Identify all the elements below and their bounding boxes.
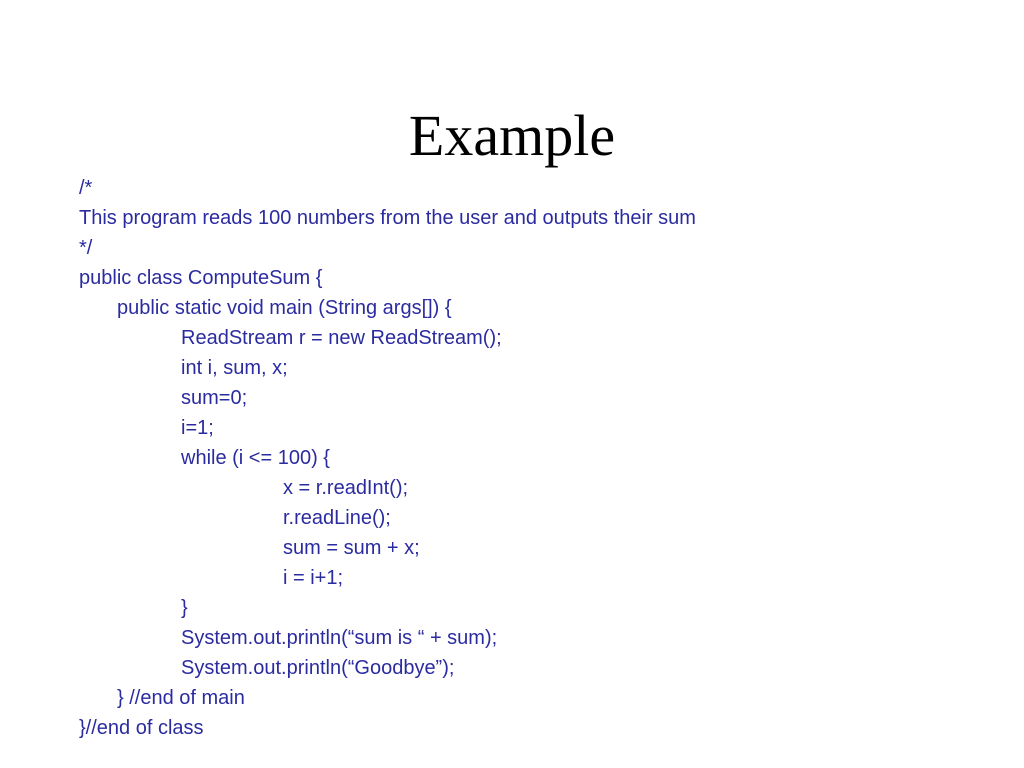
code-line: r.readLine(); <box>283 507 391 529</box>
slide-title: Example <box>408 103 616 168</box>
code-line: ReadStream r = new ReadStream(); <box>181 327 502 349</box>
code-line: int i, sum, x; <box>181 357 288 379</box>
code-line: i = i+1; <box>283 567 344 589</box>
code-line: System.out.println(“Goodbye”); <box>181 657 455 679</box>
code-line: x = r.readInt(); <box>283 477 409 499</box>
code-line: public class ComputeSum { <box>79 267 323 289</box>
code-line: i=1; <box>181 417 214 439</box>
code-line: } <box>181 597 188 619</box>
code-line: System.out.println(“sum is “ + sum); <box>181 627 498 649</box>
code-line: sum = sum + x; <box>283 537 420 559</box>
code-line: sum=0; <box>181 387 248 409</box>
code-line: } //end of main <box>117 687 245 709</box>
code-line: /* <box>79 177 93 199</box>
code-line: public static void main (String args[]) { <box>117 297 452 319</box>
code-line: */ <box>79 237 93 259</box>
code-line: while (i <= 100) { <box>181 447 330 469</box>
code-listing <box>79 173 999 743</box>
code-line: }//end of class <box>79 717 204 739</box>
code-line: This program reads 100 numbers from the user and outputs their sum <box>79 207 696 229</box>
